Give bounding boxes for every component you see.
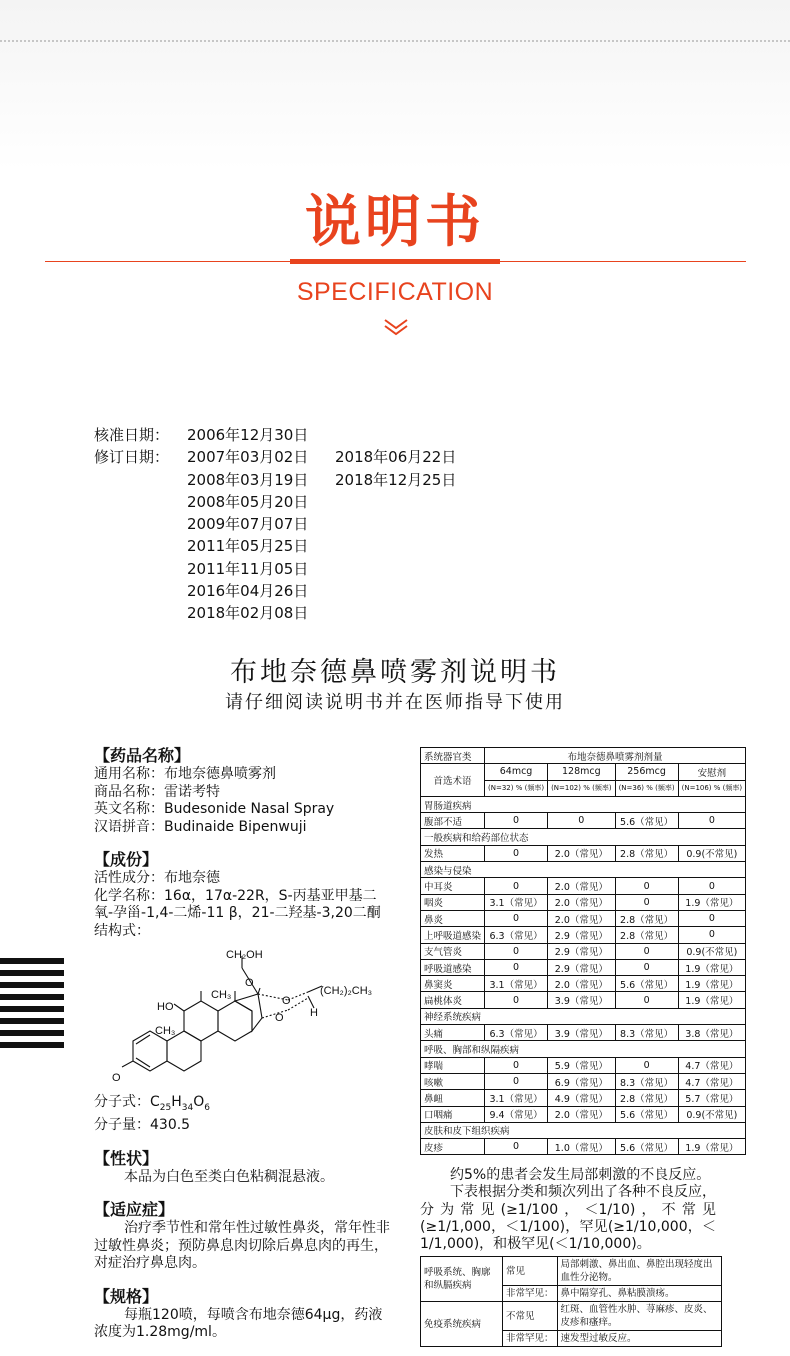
title-rule-accent <box>290 259 500 264</box>
dose-subheader: (N=102) % (频率) <box>548 780 616 796</box>
value-cell: 1.0（常见） <box>548 1139 616 1155</box>
table-group-row <box>421 796 746 812</box>
value-cell: 3.9（常见） <box>548 992 616 1008</box>
section-heading-composition: 【成份】 <box>94 850 159 869</box>
value-cell: 2.9（常见） <box>548 959 616 975</box>
value-cell: 6.9（常见） <box>548 1073 616 1089</box>
dates-block <box>94 424 456 625</box>
chevron-down-icon <box>383 317 409 337</box>
properties-text: 本品为白色至类白色粘稠混悬液。 <box>124 1168 334 1185</box>
table-row <box>421 1025 746 1041</box>
description-cell: 鼻中隔穿孔、鼻粘膜溃疡。 <box>557 1286 721 1302</box>
value-cell: 3.1（常见） <box>485 894 548 910</box>
table-row <box>421 943 746 959</box>
adverse-intro: 约5%的患者会发生局部刺激的不良反应。 <box>450 1167 711 1183</box>
term-cell: 口咽痛 <box>421 1106 485 1122</box>
revision-date: 2018年02月08日 <box>187 604 309 623</box>
term-cell: 发热 <box>421 845 485 861</box>
struct-label: H <box>310 1007 318 1019</box>
value-cell: 0 <box>615 992 678 1008</box>
dose-header: 128mcg <box>548 764 616 780</box>
table-group-row <box>421 1122 746 1138</box>
active-ingredient: 活性成分：布地奈德 <box>94 870 220 886</box>
table-group-row <box>421 1041 746 1057</box>
decorative-stripes <box>0 958 64 1054</box>
term-cell: 咽炎 <box>421 894 485 910</box>
value-cell: 2.0（常见） <box>548 894 616 910</box>
term-cell: 呼吸道感染 <box>421 959 485 975</box>
revision-date: 2018年06月22日 <box>335 448 457 467</box>
value-cell: 0 <box>485 1139 548 1155</box>
english-name: 英文名称：Budesonide Nasal Spray <box>94 801 335 817</box>
value-cell: 5.6（常见） <box>615 976 678 992</box>
term-cell: 鼻衄 <box>421 1090 485 1106</box>
value-cell: 0.9(不常见) <box>678 1106 746 1122</box>
value-cell: 0 <box>678 910 746 926</box>
revision-date: 2016年04月26日 <box>187 582 309 601</box>
page-subtitle: SPECIFICATION <box>296 278 494 306</box>
term-cell: 咳嗽 <box>421 1073 485 1089</box>
group-cell: 感染与侵染 <box>421 862 746 878</box>
table-row <box>421 1057 746 1073</box>
table-row <box>421 1073 746 1089</box>
term-cell: 支气管炎 <box>421 943 485 959</box>
frequency-cell: 非常罕见： <box>503 1331 558 1347</box>
value-cell: 0 <box>485 878 548 894</box>
value-cell: 2.8（常见） <box>615 927 678 943</box>
revision-date: 2011年11月05日 <box>187 559 309 578</box>
value-cell: 0 <box>548 813 616 829</box>
frequency-cell: 不常见 <box>503 1302 558 1331</box>
value-cell: 1.9（常见） <box>678 959 746 975</box>
value-cell: 2.8（常见） <box>615 910 678 926</box>
table-group-row <box>421 862 746 878</box>
group-cell: 一般疾病和给药部位状态 <box>421 829 746 845</box>
revision-date: 2009年07月07日 <box>187 515 309 534</box>
value-cell: 4.7（常见） <box>678 1057 746 1073</box>
section-heading-drug-name: 【药品名称】 <box>94 746 191 765</box>
table-header-row <box>421 764 746 780</box>
system-cell: 免疫系统疾病 <box>421 1302 503 1347</box>
value-cell: 8.3（常见） <box>615 1073 678 1089</box>
table-row <box>421 910 746 926</box>
value-cell: 0.9(不常见) <box>678 845 746 861</box>
frequency-cell: 非常罕见： <box>503 1286 558 1302</box>
struct-label: CH₃ <box>155 1025 176 1037</box>
structure-label: 结构式： <box>94 922 150 939</box>
revision-date: 2011年05月25日 <box>187 537 309 556</box>
value-cell: 2.8（常见） <box>615 845 678 861</box>
section-heading-properties: 【性状】 <box>94 1148 159 1168</box>
table-row <box>421 1302 722 1331</box>
value-cell: 0 <box>615 959 678 975</box>
value-cell: 1.9（常见） <box>678 1139 746 1155</box>
value-cell: 6.3（常见） <box>485 927 548 943</box>
value-cell: 5.6（常见） <box>615 813 678 829</box>
molecular-formula: 分子式：$C_{25}H_{34}O_6$ <box>94 1094 210 1113</box>
revision-date: 2008年03月19日 <box>187 470 309 489</box>
group-cell: 胃肠道疾病 <box>421 796 746 812</box>
table-row <box>421 1257 722 1286</box>
value-cell: 0 <box>678 813 746 829</box>
table-row <box>421 976 746 992</box>
value-cell: 0.9(不常见) <box>678 943 746 959</box>
value-cell: 0 <box>485 1073 548 1089</box>
revision-date: 2008年05月20日 <box>187 492 309 511</box>
value-cell: 2.9（常见） <box>548 943 616 959</box>
value-cell: 3.9（常见） <box>548 1025 616 1041</box>
header-band <box>0 0 790 170</box>
term-cell: 扁桃体炎 <box>421 992 485 1008</box>
table-header-cell: 布地奈德鼻喷雾剂剂量 <box>485 748 746 764</box>
value-cell: 2.9（常见） <box>548 927 616 943</box>
frequency-table <box>420 747 746 1155</box>
value-cell: 5.9（常见） <box>548 1057 616 1073</box>
value-cell: 0 <box>615 878 678 894</box>
term-cell: 鼻窦炎 <box>421 976 485 992</box>
adverse-reaction-text <box>420 1167 716 1253</box>
table-group-row <box>421 829 746 845</box>
term-cell: 中耳炎 <box>421 878 485 894</box>
struct-label: O <box>275 1012 284 1024</box>
struct-label: O <box>282 995 291 1007</box>
revision-date: 2018年12月25日 <box>335 470 457 489</box>
value-cell: 0 <box>615 1057 678 1073</box>
struct-label: (CH₂)₂CH₃ <box>320 985 373 997</box>
adverse-reaction-table <box>420 1256 722 1347</box>
revision-date: 2007年03月02日 <box>187 448 309 467</box>
dose-header: 64mcg <box>485 764 548 780</box>
struct-label: O <box>112 1072 121 1084</box>
struct-label: O <box>245 977 254 989</box>
value-cell: 4.7（常见） <box>678 1073 746 1089</box>
structural-formula <box>100 946 390 1096</box>
adverse-classification: 下表根据分类和频次列出了各种不良反应，分为常见(≥1/100，＜1/10)，不常见(≥1/1,000，＜1/100)，罕见(≥1/10,000，＜1/1,000)，和极罕见(＜1/10,000)。 <box>420 1184 716 1253</box>
group-cell: 皮肤和皮下组织疾病 <box>421 1122 746 1138</box>
table-group-row <box>421 1008 746 1024</box>
document-subtitle: 请仔细阅读说明书并在医师指导下使用 <box>225 692 565 713</box>
term-cell: 腹部不适 <box>421 813 485 829</box>
value-cell: 0 <box>485 845 548 861</box>
specification-text: 每瓶120喷，每喷含布地奈德64μg，药液浓度为1.28mg/ml。 <box>94 1306 383 1341</box>
value-cell: 2.0（常见） <box>548 1106 616 1122</box>
section-heading-indications: 【适应症】 <box>94 1200 175 1220</box>
term-cell: 皮疹 <box>421 1139 485 1155</box>
value-cell: 0 <box>485 813 548 829</box>
dose-header: 安慰剂 <box>678 764 746 780</box>
value-cell: 2.0（常见） <box>548 878 616 894</box>
table-row <box>421 1106 746 1122</box>
indications-text: 治疗季节性和常年性过敏性鼻炎，常年性非过敏性鼻炎；预防鼻息肉切除后鼻息肉的再生，对症治疗鼻息肉。 <box>94 1220 390 1272</box>
trade-name: 商品名称：雷诺考特 <box>94 783 220 800</box>
value-cell: 0 <box>485 992 548 1008</box>
value-cell: 0 <box>678 927 746 943</box>
table-row <box>421 959 746 975</box>
value-cell: 3.1（常见） <box>485 1090 548 1106</box>
approval-date: 2006年12月30日 <box>187 426 309 444</box>
term-cell: 上呼吸道感染 <box>421 927 485 943</box>
table-header-cell: 系统器官类 <box>421 748 485 764</box>
value-cell: 0 <box>678 878 746 894</box>
struct-label: CH₂OH <box>226 949 263 961</box>
term-cell: 头痛 <box>421 1025 485 1041</box>
pinyin-name: 汉语拼音：Budinaide Bipenwuji <box>94 818 307 835</box>
struct-label: CH₃ <box>211 989 232 1001</box>
page-title: 说明书 <box>305 190 485 255</box>
term-cell: 鼻炎 <box>421 910 485 926</box>
description-cell: 速发型过敏反应。 <box>557 1331 721 1347</box>
frequency-cell: 常见 <box>503 1257 558 1286</box>
value-cell: 1.9（常见） <box>678 992 746 1008</box>
chemical-name: 化学名称：16α，17α-22R，S-丙基亚甲基二氧-孕甾-1,4-二烯-11 β，21-二羟基-3,20二酮 <box>94 887 381 921</box>
value-cell: 0 <box>485 910 548 926</box>
value-cell: 2.8（常见） <box>615 1090 678 1106</box>
value-cell: 6.3（常见） <box>485 1025 548 1041</box>
value-cell: 9.4（常见） <box>485 1106 548 1122</box>
value-cell: 5.7（常见） <box>678 1090 746 1106</box>
value-cell: 0 <box>485 943 548 959</box>
term-cell: 哮喘 <box>421 1057 485 1073</box>
dose-subheader: (N=36) % (频率) <box>615 780 678 796</box>
value-cell: 1.9（常见） <box>678 976 746 992</box>
group-cell: 呼吸、胸部和纵隔疾病 <box>421 1041 746 1057</box>
value-cell: 2.0（常见） <box>548 976 616 992</box>
value-cell: 2.0（常见） <box>548 910 616 926</box>
dotted-divider <box>0 40 790 42</box>
table-row <box>421 1139 746 1155</box>
value-cell: 8.3（常见） <box>615 1025 678 1041</box>
value-cell: 0 <box>485 959 548 975</box>
table-row <box>421 878 746 894</box>
table-row <box>421 845 746 861</box>
value-cell: 4.9（常见） <box>548 1090 616 1106</box>
value-cell: 0 <box>615 943 678 959</box>
value-cell: 5.6（常见） <box>615 1139 678 1155</box>
table-row <box>421 813 746 829</box>
system-cell: 呼吸系统、胸廓和纵膈疾病 <box>421 1257 503 1302</box>
table-row <box>421 992 746 1008</box>
group-cell: 神经系统疾病 <box>421 1008 746 1024</box>
value-cell: 5.6（常见） <box>615 1106 678 1122</box>
table-header-cell: 首选术语 <box>421 764 485 797</box>
table-row <box>421 894 746 910</box>
table-row <box>421 1090 746 1106</box>
table-header-row <box>421 748 746 764</box>
value-cell: 2.0（常见） <box>548 845 616 861</box>
molecular-weight: 分子量：430.5 <box>94 1117 191 1134</box>
description-cell: 局部刺激、鼻出血、鼻腔出现轻度出血性分泌物。 <box>557 1257 721 1286</box>
struct-label: HO <box>157 1001 174 1013</box>
approval-label: 核准日期： <box>94 426 170 444</box>
generic-name: 通用名称：布地奈德鼻喷雾剂 <box>94 766 276 782</box>
value-cell: 0 <box>615 894 678 910</box>
revision-label: 修订日期： <box>94 448 170 467</box>
document-title: 布地奈德鼻喷雾剂说明书 <box>230 657 560 688</box>
value-cell: 0 <box>485 1057 548 1073</box>
dose-subheader: (N=32) % (频率) <box>485 780 548 796</box>
section-heading-specification: 【规格】 <box>94 1286 159 1306</box>
value-cell: 3.8（常见） <box>678 1025 746 1041</box>
table-row <box>421 927 746 943</box>
dose-header: 256mcg <box>615 764 678 780</box>
value-cell: 3.1（常见） <box>485 976 548 992</box>
dose-subheader: (N=106) % (频率) <box>678 780 746 796</box>
value-cell: 1.9（常见） <box>678 894 746 910</box>
description-cell: 红斑、血管性水肿、荨麻疹、皮炎、皮疹和瘙痒。 <box>557 1302 721 1331</box>
